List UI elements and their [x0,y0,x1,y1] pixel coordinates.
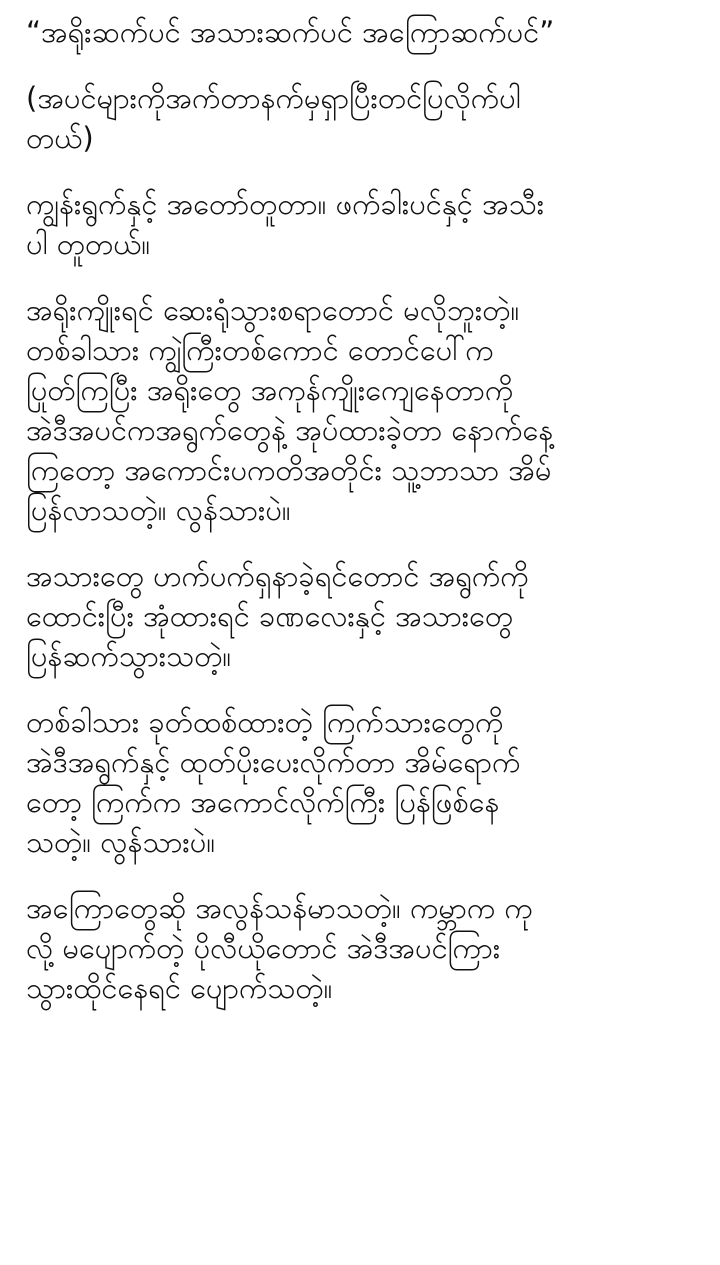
body-paragraph: အရိုးကျိုးရင် ဆေးရုံသွားစရာတောင် မလိုဘူးတဲ့။ တစ်ခါသား ကျွဲကြီးတစ်ကောင် တောင်ပေါ်က ပြုတ်ကြပြီး အရိုးတွေ အကုန်ကျိုးကျေနေတာကို အဲဒီအပင်ကအရွက်တွေနဲ့ အုပ်ထားခဲ့တာ နောက်နေ့ ကြတော့ အကောင်းပကတိအတိုင်း သူ့ဘာသာ အိမ် ပြန်လာသတဲ့။ လွန်သားပဲ။ [26,293,554,527]
body-paragraph: အကြောတွေဆို အလွန်သန်မာသတဲ့။ ကမ္ဘာက ကု လို့ မပျောက်တဲ့ ပိုလီယိုတောင် အဲဒီအပင်ကြား သွားထိုင်နေရင် ပျောက်သတဲ့။ [26,891,533,1005]
source-note-paragraph: (အပင်များကိုအက်တာနက်မှရှာပြီးတင်ပြလိုက်ပါ တယ်) [26,81,521,155]
title-paragraph: “အရိုးဆက်ပင် အသားဆက်ပင် အကြောဆက်ပင်” [26,15,555,49]
body-paragraph: အသားတွေ ဟက်ပက်ရှနာခဲ့ရင်တောင် အရွက်ကို ထောင်းပြီး အုံထားရင် ခဏလေးနှင့် အသားတွေ ပြန်ဆက်သွားသတဲ့။ [26,559,529,673]
body-paragraph: တစ်ခါသား ခုတ်ထစ်ထားတဲ့ ကြက်သားတွေကို အဲဒီအရွက်နှင့် ထုတ်ပိုးပေးလိုက်တာ အိမ်ရောက် တော့ ကြက်က အကောင်လိုက်ကြီး ပြန်ဖြစ်နေ သတဲ့။ လွန်သားပဲ။ [26,705,521,859]
body-paragraph: ကျွန်းရွက်နှင့် အတော်တူတာ။ ဖက်ခါးပင်နှင့် အသီး ပါ တူတယ်။ [26,187,545,261]
